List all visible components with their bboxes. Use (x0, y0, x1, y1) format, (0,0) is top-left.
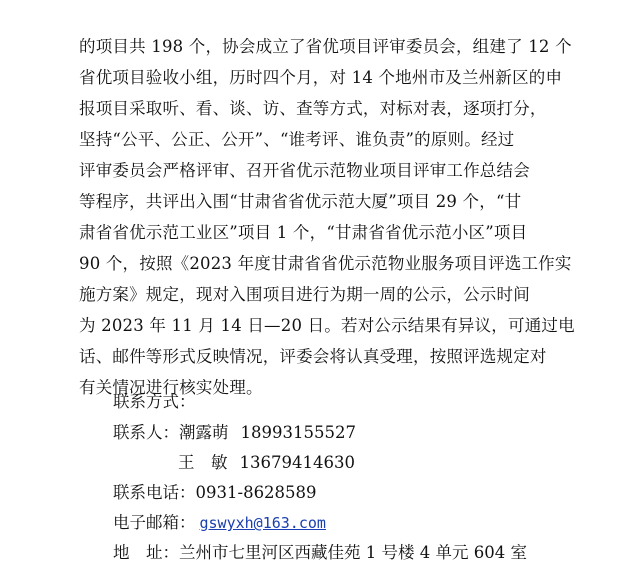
paragraph-line-9: 施方案》规定，现对入围项目进行为期一周的公示，公示时间 (79, 285, 530, 304)
paragraph-line-12: 有关情况进行核实处理。 (79, 378, 263, 397)
contact-tel-row (113, 478, 317, 508)
contact-email-row (113, 508, 326, 538)
contact-address-value: 兰州市七里河区西藏佳苑 1 号楼 4 单元 604 室 (179, 543, 527, 562)
paragraph-line-4: 坚持“公平、公正、公开”、“谁考评、谁负责”的原则。经过 (79, 130, 515, 149)
paragraph-line-6: 等程序，共评出入围“甘肃省省优示范大厦”项目 29 个，“甘 (79, 192, 522, 211)
contact-person2-name: 王 敏 (178, 453, 228, 472)
contact-person2-phone: 13679414630 (239, 453, 355, 472)
contact-tel-value: 0931-8628589 (195, 483, 317, 502)
paragraph-line-3: 报项目采取听、看、谈、访、查等方式，对标对表，逐项打分， (79, 99, 547, 118)
contact-person-row-1 (113, 418, 356, 448)
contact-person-row-2 (178, 448, 355, 478)
contact-email-label: 电子邮箱： (113, 513, 196, 532)
paragraph-line-5: 评审委员会严格评审、召开省优示范物业项目评审工作总结会 (79, 161, 530, 180)
contact-address-row (113, 538, 527, 568)
paragraph-line-8: 90 个，按照《2023 年度甘肃省省优示范物业服务项目评选工作实 (79, 254, 572, 273)
paragraph-line-7: 肃省省优示范工业区”项目 1 个，“甘肃省省优示范小区”项目 (79, 223, 528, 242)
contact-tel-label: 联系电话： (113, 483, 196, 502)
contact-person1-name: 潮露萌 (179, 423, 229, 442)
contact-person-label: 联系人： (113, 423, 179, 442)
contact-heading: 联系方式： (113, 392, 196, 411)
paragraph-line-1: 的项目共 198 个，协会成立了省优项目评审委员会，组建了 12 个 (79, 37, 572, 56)
paragraph-line-10: 为 2023 年 11 月 14 日—20 日。若对公示结果有异议，可通过电 (79, 316, 575, 335)
paragraph-line-2: 省优项目验收小组，历时四个月，对 14 个地州市及兰州新区的申 (79, 68, 563, 87)
contact-email-link[interactable]: gswyxh@163.com (199, 514, 326, 532)
contact-address-label: 地 址： (113, 543, 179, 562)
paragraph-line-11: 话、邮件等形式反映情况，评委会将认真受理，按照评选规定对 (79, 347, 547, 366)
contact-person1-phone: 18993155527 (240, 423, 356, 442)
